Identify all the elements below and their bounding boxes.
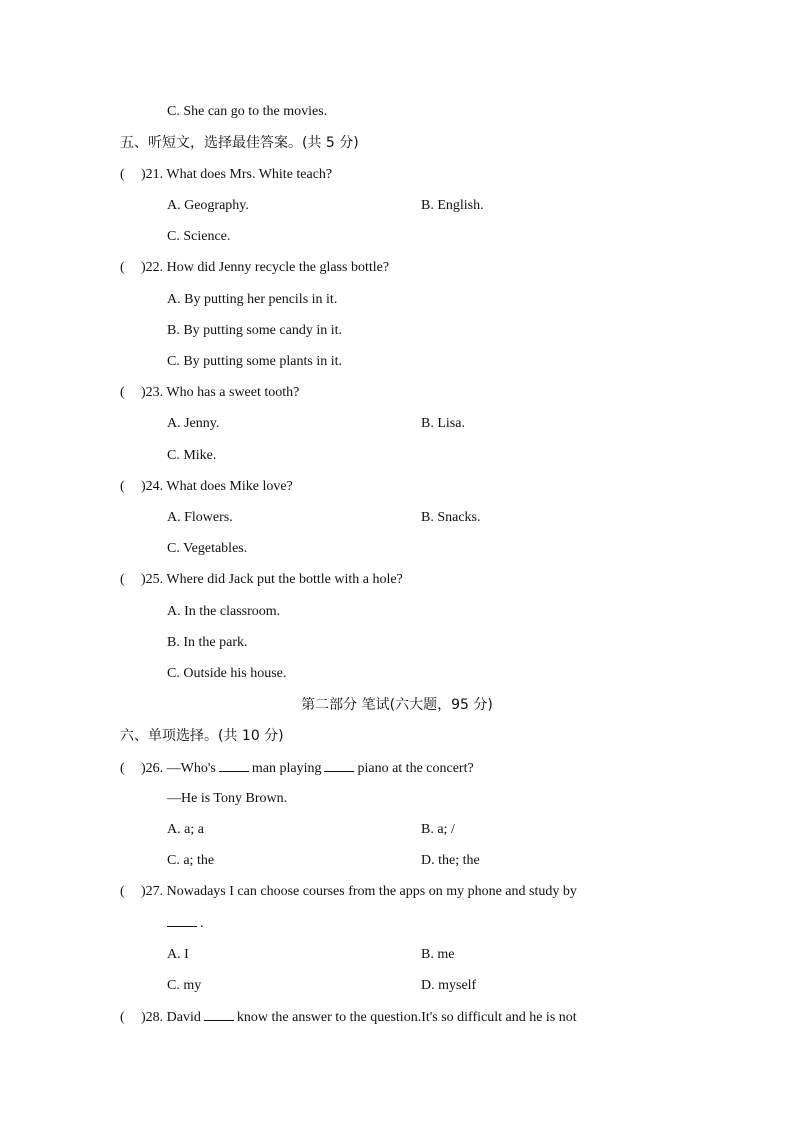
- answer-paren: (: [120, 1010, 125, 1025]
- question-text: man playing: [251, 761, 322, 776]
- question-text: .: [200, 916, 204, 931]
- answer-paren: (: [120, 167, 125, 182]
- q25-option-c: C. Outside his house.: [167, 666, 287, 681]
- answer-paren: (: [120, 572, 125, 587]
- question-text: piano at the concert?: [357, 761, 474, 776]
- question-24: [120, 478, 293, 496]
- fill-blank: [167, 914, 197, 927]
- q23-option-a: A. Jenny.: [167, 416, 220, 431]
- answer-paren: (: [120, 479, 125, 494]
- answer-paren: (: [120, 884, 125, 899]
- q26-option-b: B. a; /: [421, 822, 455, 837]
- question-21: [120, 166, 332, 184]
- question-text: )26. —Who's: [141, 761, 216, 776]
- answer-paren: (: [120, 761, 125, 776]
- q22-option-b: B. By putting some candy in it.: [167, 323, 342, 338]
- q21-option-b: B. English.: [421, 198, 484, 213]
- q23-option-b: B. Lisa.: [421, 416, 465, 431]
- q21-option-c: C. Science.: [167, 229, 231, 244]
- q22-option-c: C. By putting some plants in it.: [167, 354, 343, 369]
- question-23: [120, 384, 299, 402]
- question-text: )28. David: [141, 1010, 201, 1025]
- section-6-title: 六、单项选择。(共 10 分): [120, 728, 284, 744]
- q21-option-a: A. Geography.: [167, 198, 249, 213]
- q26-option-d: D. the; the: [421, 853, 480, 868]
- answer-paren: (: [120, 385, 125, 400]
- question-26: [120, 759, 474, 778]
- answer-paren: (: [120, 260, 125, 275]
- fill-blank: [204, 1008, 234, 1021]
- q24-option-c: C. Vegetables.: [167, 541, 248, 556]
- prev-option-c: C. She can go to the movies.: [167, 104, 328, 119]
- question-text: )24. What does Mike love?: [141, 479, 293, 494]
- question-text: )23. Who has a sweet tooth?: [141, 385, 300, 400]
- question-27-continued: [167, 914, 204, 933]
- question-text: )25. Where did Jack put the bottle with a hole?: [141, 572, 403, 587]
- question-text: )27. Nowadays I can choose courses from the apps on my phone and study by: [141, 884, 577, 899]
- q27-option-b: B. me: [421, 947, 455, 962]
- q25-option-b: B. In the park.: [167, 635, 248, 650]
- question-28: [120, 1008, 577, 1027]
- q27-option-d: D. myself: [421, 978, 477, 993]
- part-2-title: 第二部分 笔试(六大题，95 分): [301, 697, 493, 713]
- section-5-title: 五、听短文，选择最佳答案。(共 5 分): [120, 135, 359, 151]
- q26-answer-line: —He is Tony Brown.: [167, 791, 288, 806]
- question-25: [120, 571, 403, 589]
- q23-option-c: C. Mike.: [167, 448, 217, 463]
- fill-blank: [219, 759, 249, 772]
- question-text: )22. How did Jenny recycle the glass bottle?: [141, 260, 390, 275]
- q24-option-a: A. Flowers.: [167, 510, 233, 525]
- fill-blank: [324, 759, 354, 772]
- q22-option-a: A. By putting her pencils in it.: [167, 292, 338, 307]
- q26-option-a: A. a; a: [167, 822, 204, 837]
- question-22: [120, 259, 389, 277]
- q26-option-c: C. a; the: [167, 853, 215, 868]
- question-text: know the answer to the question.It's so difficult and he is not: [236, 1010, 577, 1025]
- q27-option-a: A. I: [167, 947, 189, 962]
- q27-option-c: C. my: [167, 978, 202, 993]
- question-text: )21. What does Mrs. White teach?: [141, 167, 333, 182]
- q24-option-b: B. Snacks.: [421, 510, 481, 525]
- question-27: [120, 883, 577, 901]
- q25-option-a: A. In the classroom.: [167, 604, 281, 619]
